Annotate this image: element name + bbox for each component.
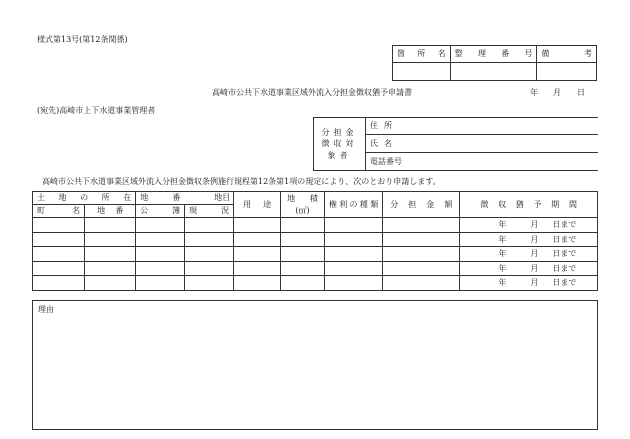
land-table-row bbox=[33, 247, 598, 262]
office-reference-number-header: 整 理 番 号 bbox=[450, 46, 537, 63]
buntan-cell[interactable] bbox=[383, 261, 460, 276]
genkyo-cell[interactable] bbox=[185, 261, 234, 276]
date-day-label: 日 bbox=[577, 88, 585, 97]
period-cell[interactable] bbox=[460, 276, 598, 291]
buntan-cell[interactable] bbox=[383, 276, 460, 291]
youto-cell[interactable] bbox=[234, 247, 281, 262]
buntan-label: 分 担 金 額 bbox=[390, 199, 453, 209]
koubo-label: 公 簿 bbox=[140, 206, 181, 215]
town-label: 町 名 bbox=[37, 206, 81, 215]
applicant-box bbox=[313, 117, 598, 171]
name-label: 氏名 bbox=[370, 138, 398, 148]
office-location-value[interactable] bbox=[393, 63, 451, 81]
town-cell[interactable] bbox=[33, 232, 85, 247]
kenri-header bbox=[324, 192, 382, 218]
chiseki-label: 地 積 bbox=[287, 194, 318, 204]
youto-cell[interactable] bbox=[234, 218, 281, 233]
period-year-label: 年 bbox=[498, 278, 507, 288]
chiseki-cell[interactable] bbox=[281, 261, 325, 276]
period-year-label: 年 bbox=[498, 234, 507, 244]
chiban-sub-label: 地 番 bbox=[97, 206, 124, 215]
period-year-label: 年 bbox=[498, 249, 507, 259]
chiban-cell[interactable] bbox=[85, 276, 136, 291]
chiseki-header bbox=[281, 192, 325, 218]
chiseki-unit: (㎡) bbox=[295, 205, 310, 215]
town-cell[interactable] bbox=[33, 261, 85, 276]
period-label: 徴 収 猶 予 期 間 bbox=[480, 199, 577, 209]
chimoku-label: 地目 bbox=[214, 193, 231, 202]
period-until-label: 日まで bbox=[552, 278, 577, 288]
applicant-group-label: 分担金徴収対象者 bbox=[314, 118, 366, 171]
town-cell[interactable] bbox=[33, 218, 85, 233]
genkyo-cell[interactable] bbox=[185, 247, 234, 262]
genkyo-cell[interactable] bbox=[185, 232, 234, 247]
chiseki-cell[interactable] bbox=[281, 232, 325, 247]
period-cell[interactable] bbox=[460, 261, 598, 276]
addressee: (宛先)高崎市上下水道事業管理者 bbox=[37, 106, 156, 115]
chiban-cell[interactable] bbox=[85, 247, 136, 262]
genkyo-cell[interactable] bbox=[185, 276, 234, 291]
youto-cell[interactable] bbox=[234, 276, 281, 291]
period-cell[interactable] bbox=[460, 247, 598, 262]
office-remarks-value[interactable] bbox=[537, 63, 597, 81]
office-use-box bbox=[392, 45, 597, 81]
koubo-cell[interactable] bbox=[136, 276, 185, 291]
chiseki-cell[interactable] bbox=[281, 218, 325, 233]
location-header bbox=[33, 192, 136, 205]
statement: 高崎市公共下水道事業区域外流入分担金徴収条例施行規程第12条第1項の規定により、次のとおり申請します。 bbox=[42, 177, 441, 186]
land-table-row bbox=[33, 232, 598, 247]
koubo-cell[interactable] bbox=[136, 261, 185, 276]
period-cell[interactable] bbox=[460, 218, 598, 233]
form-title: 高崎市公共下水道事業区域外流入分担金徴収猶予申請書 bbox=[212, 88, 412, 97]
period-month-label: 月 bbox=[530, 249, 539, 259]
period-year-label: 年 bbox=[498, 263, 507, 273]
form-number: 様式第13号(第12条関係) bbox=[37, 35, 128, 44]
period-year-label: 年 bbox=[498, 220, 507, 229]
youto-label: 用 途 bbox=[243, 199, 272, 209]
chiseki-cell[interactable] bbox=[281, 276, 325, 291]
youto-header bbox=[234, 192, 281, 218]
period-until-label: 日まで bbox=[552, 234, 577, 244]
youto-cell[interactable] bbox=[234, 232, 281, 247]
kenri-label: 権 利 の 種 類 bbox=[328, 199, 379, 209]
address-row[interactable] bbox=[366, 118, 599, 135]
koubo-header bbox=[136, 205, 185, 218]
phone-row[interactable] bbox=[366, 153, 599, 171]
period-month-label: 月 bbox=[530, 263, 539, 273]
office-location-header: 箇 所 名 bbox=[393, 46, 451, 63]
kenri-cell[interactable] bbox=[324, 261, 382, 276]
kenri-cell[interactable] bbox=[324, 218, 382, 233]
koubo-cell[interactable] bbox=[136, 218, 185, 233]
buntan-cell[interactable] bbox=[383, 247, 460, 262]
buntan-header bbox=[383, 192, 460, 218]
chiban-cell[interactable] bbox=[85, 218, 136, 233]
period-until-label: 日まで bbox=[552, 220, 577, 229]
period-until-label: 日まで bbox=[552, 249, 577, 259]
period-month-label: 月 bbox=[530, 234, 539, 244]
location-label: 土 地 の 所 在 bbox=[37, 193, 132, 202]
buntan-cell[interactable] bbox=[383, 218, 460, 233]
buntan-cell[interactable] bbox=[383, 232, 460, 247]
kenri-cell[interactable] bbox=[324, 247, 382, 262]
period-cell[interactable] bbox=[460, 232, 598, 247]
genkyo-label: 現 況 bbox=[189, 206, 230, 215]
reason-label: 理由 bbox=[38, 305, 54, 314]
phone-label: 電話番号 bbox=[370, 156, 402, 166]
genkyo-header bbox=[185, 205, 234, 218]
kenri-cell[interactable] bbox=[324, 276, 382, 291]
chiseki-cell[interactable] bbox=[281, 247, 325, 262]
office-remarks-header: 備 考 bbox=[537, 46, 597, 63]
koubo-cell[interactable] bbox=[136, 232, 185, 247]
period-month-label: 月 bbox=[530, 220, 539, 229]
land-table-row bbox=[33, 261, 598, 276]
town-cell[interactable] bbox=[33, 247, 85, 262]
kenri-cell[interactable] bbox=[324, 232, 382, 247]
office-reference-number-value[interactable] bbox=[450, 63, 537, 81]
chiban-chimoku-header bbox=[136, 192, 234, 205]
chiban-cell[interactable] bbox=[85, 232, 136, 247]
period-until-label: 日まで bbox=[552, 263, 577, 273]
land-table-row bbox=[33, 218, 598, 233]
reason-box[interactable] bbox=[32, 300, 598, 430]
youto-cell[interactable] bbox=[234, 261, 281, 276]
land-table-row bbox=[33, 276, 598, 291]
chiban-label: 地 番 bbox=[140, 193, 181, 202]
address-label: 住所 bbox=[370, 121, 398, 130]
genkyo-cell[interactable] bbox=[185, 218, 234, 233]
period-header bbox=[460, 192, 598, 218]
date-month-label: 月 bbox=[553, 88, 561, 97]
town-header bbox=[33, 205, 85, 218]
chiban-sub-header bbox=[85, 205, 136, 218]
name-row[interactable] bbox=[366, 135, 599, 153]
chiban-cell[interactable] bbox=[85, 261, 136, 276]
date-year-label: 年 bbox=[530, 88, 538, 97]
land-table bbox=[32, 191, 598, 291]
period-month-label: 月 bbox=[530, 278, 539, 288]
town-cell[interactable] bbox=[33, 276, 85, 291]
koubo-cell[interactable] bbox=[136, 247, 185, 262]
